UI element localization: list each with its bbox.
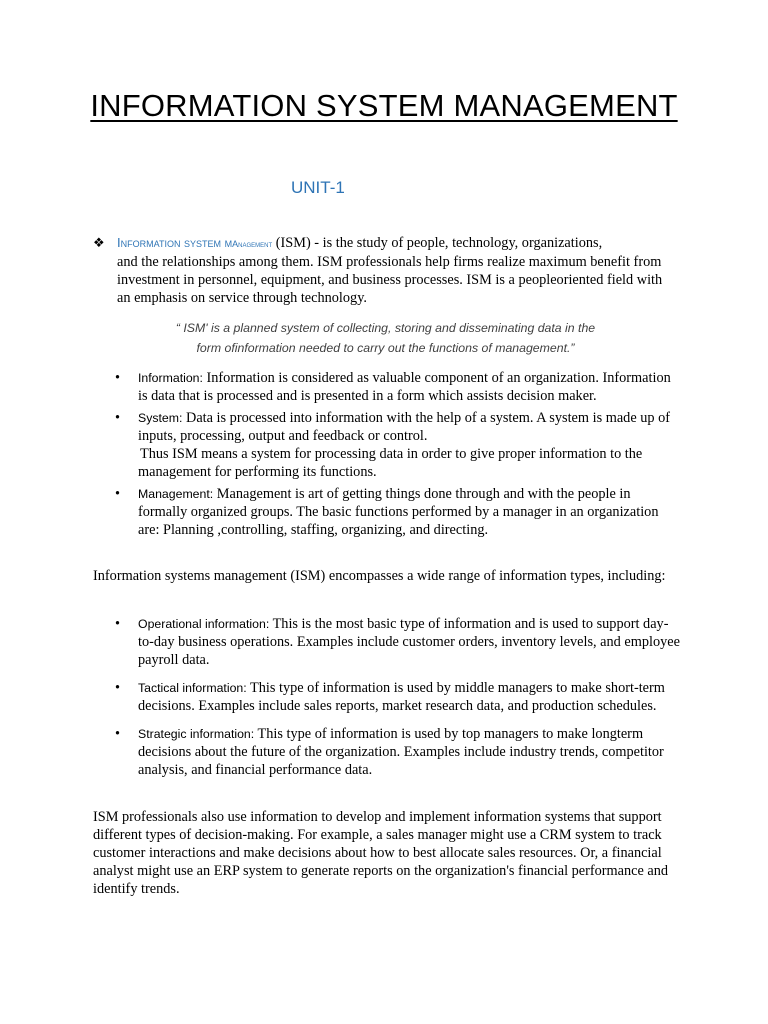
definition-extra: Thus ISM means a system for processing data in order to give proper information to the management for performing its functions.: [138, 446, 643, 480]
definition-quote: “ ISM' is a planned system of collecting, storing and disseminating data in the form ofinformation needed to carry out the functions of management.”: [175, 321, 596, 355]
type-text: This is the most basic type of information and is used to support day-to-day business operations. Examples include customer orders, inventory levels, and employee payroll data.: [138, 616, 680, 668]
intro-paragraph: [93, 234, 678, 307]
list-item: [93, 679, 683, 715]
bullet-dot: •: [115, 486, 121, 502]
type-label: Operational information:: [138, 617, 270, 631]
page-title: INFORMATION SYSTEM MANAGEMENT: [90, 88, 678, 123]
type-label: Tactical information:: [138, 681, 247, 695]
type-text: This type of information is used by top managers to make longterm decisions about the future of the organization. Examples include industry trends, competitor analysis, and financial performance data.: [138, 726, 664, 778]
types-intro: Information systems management (ISM) encompasses a wide range of information types, including:: [93, 568, 666, 584]
definition-label: System:: [138, 411, 183, 425]
closing-paragraph: ISM professionals also use information to develop and implement information systems that support different types of decision-making. For example, a sales manager might use a CRM system to track customer interactions and make decisions about how to best allocate sales resources. Or, a financial analyst might use an ERP system to generate reports on the organization's financial performance and identify trends.: [93, 809, 669, 897]
bullet-dot: •: [115, 680, 121, 696]
list-item: [93, 369, 683, 405]
definition-text: Management is art of getting things done through and with the people in formally organized groups. The basic functions performed by a manager in an organization are: Planning ,controlling, staffing, organizing, and directing.: [138, 486, 659, 538]
definition-label: Information:: [138, 371, 203, 385]
bullet-dot: •: [115, 370, 121, 386]
list-item: [93, 615, 683, 669]
intro-lead-term: Information system management: [117, 235, 273, 250]
list-item: [93, 409, 683, 481]
types-list: [93, 615, 683, 779]
bullet-dot: •: [115, 616, 121, 632]
type-text: This type of information is used by middle managers to make short-term decisions. Examples include sales reports, market research data, and production schedules.: [138, 680, 665, 714]
diamond-bullet-icon: ❖: [93, 235, 105, 250]
definition-text: Information is considered as valuable component of an organization. Information is data that is processed and is presented in a form which assists decision maker.: [138, 370, 671, 404]
list-item: [93, 485, 683, 539]
bullet-dot: •: [115, 410, 121, 426]
intro-text: (ISM) - is the study of people, technology, organizations,: [272, 235, 603, 251]
definition-text: Data is processed into information with the help of a system. A system is made up of inputs, processing, output and feedback or control.: [138, 410, 671, 444]
bullet-dot: •: [115, 726, 121, 742]
intro-continuation: and the relationships among them. ISM professionals help firms realize maximum benefit from investment in personnel, equipment, and business processes. ISM is a peopleoriented field with an emphasis on service through technology.: [117, 254, 663, 306]
type-label: Strategic information:: [138, 727, 255, 741]
unit-heading: UNIT-1: [291, 178, 345, 197]
list-item: [93, 725, 683, 779]
definition-label: Management:: [138, 487, 214, 501]
definitions-list: [93, 369, 683, 539]
